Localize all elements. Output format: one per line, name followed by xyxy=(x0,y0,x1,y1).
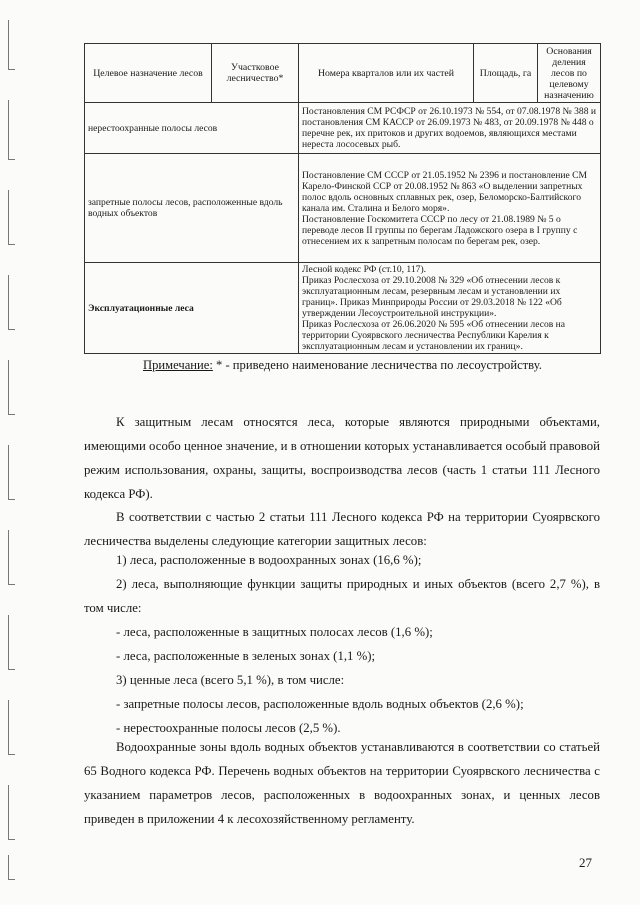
header-purpose: Целевое назначение лесов xyxy=(85,44,212,103)
row-purpose: запретные полосы лесов, расположенные вдоль водных объектов xyxy=(85,154,299,263)
table-row xyxy=(85,103,601,154)
table-row xyxy=(85,154,601,263)
row-purpose: Эксплуатационные леса xyxy=(85,263,299,354)
paragraph-categories-intro: В соответствии с частью 2 статьи 111 Лесного кодекса РФ на территории Суоярвского лесничества выделены следующие категории защитных лесов: xyxy=(84,510,600,548)
paragraph-water-zones: Водоохранные зоны вдоль водных объектов устанавливаются в соответствии со статьей 65 Водного кодекса РФ. Перечень водных объектов на территории Суоярвского лесничества с указанием параметров лесов, расположенных в водоохранных зонах, и ценных лесов приведен в приложении 4 к лесохозяйственному регламенту. xyxy=(84,740,600,826)
binding-margin-marks xyxy=(8,20,14,880)
list-item: 3) ценные леса (всего 5,1 %), в том числе: xyxy=(116,673,345,687)
header-area: Площадь, га xyxy=(474,44,538,103)
page-number: 27 xyxy=(579,855,592,870)
header-district: Участковое лесничество* xyxy=(212,44,299,103)
forest-purpose-table xyxy=(84,43,601,354)
categories-list xyxy=(84,548,600,740)
table-header-row xyxy=(85,44,601,103)
footnote-label: Примечание: xyxy=(143,358,213,372)
row-basis: Постановления СМ РСФСР от 26.10.1973 № 554, от 07.08.1978 № 388 и постановления СМ КАССР от 26.09.1973 № 483, от 20.09.1978 № 448 о перечне рек, их притоков и других водоемов, являющихся местами нереста лососевых рыб. xyxy=(299,103,601,154)
table-row xyxy=(85,263,601,354)
table-footnote xyxy=(143,358,542,373)
header-quarters: Номера кварталов или их частей xyxy=(299,44,474,103)
list-item: - леса, расположенные в защитных полосах лесов (1,6 %); xyxy=(116,625,433,639)
list-item: 1) леса, расположенные в водоохранных зонах (16,6 %); xyxy=(116,553,422,567)
list-item: - леса, расположенные в зеленых зонах (1,1 %); xyxy=(116,649,376,663)
header-basis: Основания деления лесов по целевому назначению xyxy=(538,44,601,103)
footnote-text: * - приведено наименование лесничества по лесоустройству. xyxy=(212,358,542,372)
row-basis: Постановление СМ СССР от 21.05.1952 № 2396 и постановление СМ Карело-Финской ССР от 20.08.1952 № 863 «О выделении запретных полос вдоль основных сплавных рек, озер, Беломорско-Балтийского канала им. Сталина и Белого моря». Постановление Госкомитета СССР по лесу от 21.08.1989 № 5 о переводе лесов II группы по берегам Ладожского озера в I группу с отнесением их к запретным полосам по берегам рек, озер. xyxy=(299,154,601,263)
list-item: - запретные полосы лесов, расположенные вдоль водных объектов (2,6 %); xyxy=(116,697,524,711)
row-basis: Лесной кодекс РФ (ст.10, 117). Приказ Рослесхоза от 29.10.2008 № 329 «Об отнесении лесов к эксплуатационным лесам, резервным лесам и установлении их границ». Приказ Минприроды России от 29.03.2018 № 122 «Об утверждении Лесоустроительной инструкции». Приказ Рослесхоза от 26.06.2020 № 595 «Об отнесении лесов на территории Суоярвского лесничества Республики Карелия к эксплуатационным лесам и установлении их границ». xyxy=(299,263,601,354)
list-item: 2) леса, выполняющие функции защиты природных и иных объектов (всего 2,7 %), в том числе: xyxy=(84,577,600,615)
row-purpose: нерестоохранные полосы лесов xyxy=(85,103,299,154)
list-item: - нерестоохранные полосы лесов (2,5 %). xyxy=(116,721,341,735)
paragraph-protective-forests: К защитным лесам относятся леса, которые являются природными объектами, имеющими особо ценное значение, и в отношении которых устанавливается особый правовой режим использования, охраны, защиты, воспроизводства лесов (часть 1 статьи 111 Лесного кодекса РФ). xyxy=(84,415,600,501)
